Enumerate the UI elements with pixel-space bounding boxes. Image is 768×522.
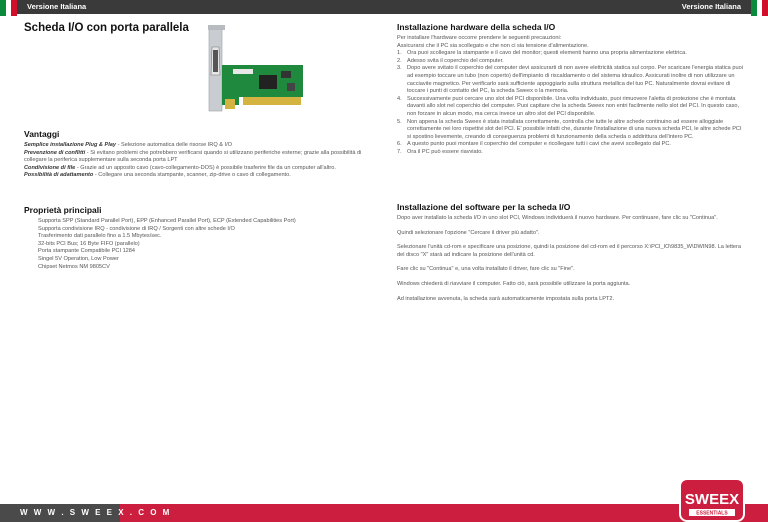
hardware-intro: Assicurarsi che il PC sia scollegato e che non ci sia tensione d'alimentazione. bbox=[397, 42, 589, 49]
left-column bbox=[24, 22, 369, 270]
software-paragraph: Fare clic su "Continua" e, una volta installato il driver, fare clic su "Fine". bbox=[397, 266, 575, 273]
hardware-step: 7. Ora il PC può essere riavviato. bbox=[397, 148, 483, 155]
proprieta-line: Singel 5V Operation, Low Power bbox=[38, 255, 119, 262]
hardware-step: 4. Successivamente puoi cercare uno slot del PCI disponibile. Una volta individuato, puoi rimuovere l'aletta di protezione che è montata davanti allo slot nel coperchio del computer. Puoi capitare che la scheda Sweex non entri facilmente nello slot del PCI. In questo caso, non forzare in alcun modo, ma cerca invece un altro slot del PCI disponibile. bbox=[397, 95, 740, 117]
hardware-heading: Installazione hardware della scheda I/O bbox=[397, 22, 556, 32]
vantaggi-item: Condivisione di file - Grazie ad un apposito cavo (cavo-collegamento-DOS) è possibile trasferire file da un computer all'altro. bbox=[24, 164, 336, 171]
proprieta-line: Supporta condivisione IRQ - condivisione di IRQ / Sorgenti con altre schede I/O bbox=[38, 225, 235, 232]
vantaggi-list bbox=[24, 142, 369, 180]
software-paragraph: Windows chiederà di riavviare il computer. Fatto ciò, sarà possibile utilizzare la porta aggiunta. bbox=[397, 280, 631, 287]
italian-flag-icon bbox=[0, 0, 17, 16]
hardware-step: 2. Adesso svita il coperchio del computer. bbox=[397, 57, 504, 64]
proprieta-line: Supporta SPP (Standard Parallel Port), EPP (Enhanced Parallel Port), ECP (Extended Capabilities Port) bbox=[38, 218, 296, 224]
proprieta-line: Porta stampante Compatibile PCI 1284 bbox=[38, 248, 136, 255]
hardware-step: 1. Ora puoi scollegare la stampante e il cavo del monitor; questi elementi hanno una propria alimentazione elettrica. bbox=[397, 50, 687, 57]
hardware-step: 3. Dopo avere svitato il coperchio del computer devi assicurarti di non avere elettricità statica sul corpo. Per scaricare l'energia statica puoi ad esempio toccare un tubo (non coperto) dell'impianto di riscaldamento o del sistema idraulico. Assicurati inoltre di non utilizzare un cacciavite magnetico. Per verificarlo sarà sufficiente appoggiarlo sulla struttura metallica del tuo PC. Naturalmente dovrai evitare di toccare i punti di contatto del PC, la scheda Sweex o la memoria. bbox=[397, 65, 743, 95]
right-column bbox=[397, 22, 747, 302]
language-label: Versione Italiana bbox=[681, 2, 741, 11]
sweex-logo bbox=[679, 478, 745, 522]
hardware-steps bbox=[397, 50, 747, 156]
proprieta-line: Trasferimento dati parallelo fino a 1.5 Mbytes/sec. bbox=[38, 233, 162, 240]
software-paragraph: Selezionare l'unità cd-rom e specificare una posizione, quindi la posizione del cd-rom ed il percorso X:\PCI_IO\9835_W\DWIN98. La lettera del disco "X" starà ad indicare la posizione dell'unità cd. bbox=[397, 244, 742, 258]
software-section bbox=[397, 215, 747, 303]
software-paragraph: Dopo aver installato la scheda I/O in uno slot PCI, Windows individuerà il nuovo hardware. Per continuare, fare clic su "Continua". bbox=[397, 215, 718, 221]
italian-flag-icon bbox=[751, 0, 768, 16]
proprieta-line: Chipset Netmos NM 9805CV bbox=[38, 263, 110, 270]
hardware-step: 5. Non appena la scheda Sweex è stata installata correttamente, controlla che tutte le altre schede continuino ad essere alloggiate correttamente nei loro rispettivi slot del PCI. E' possibile infatti che, durante l'installazione di una nuova scheda PCI, le altre schede PCI si spostino lievemente, creando di conseguenza problemi di funzionamento della scheda o addirittura dell'intero PC. bbox=[397, 118, 742, 140]
logo-text: SWEEX bbox=[684, 491, 740, 508]
hardware-section bbox=[397, 35, 747, 157]
software-heading: Installazione del software per la scheda I/O bbox=[397, 202, 571, 212]
hardware-intro: Per installare l'hardware occorre prendere le seguenti precauzioni: bbox=[397, 35, 562, 41]
page-title: Scheda I/O con porta parallela bbox=[24, 22, 189, 34]
software-paragraph: Ad installazione avvenuta, la scheda sarà automaticamente impostata sulla porta LPT2. bbox=[397, 295, 615, 302]
vantaggi-item: Possibilità di adattamento - Collegare una seconda stampante, scanner, zip-drive o cavo di collegamento. bbox=[24, 172, 291, 179]
proprieta-list bbox=[24, 218, 369, 271]
vantaggi-heading: Vantaggi bbox=[24, 129, 60, 139]
pci-card-image bbox=[203, 25, 313, 117]
proprieta-heading: Proprietà principali bbox=[24, 205, 102, 215]
logo-subtext: ESSENTIALS bbox=[696, 510, 728, 517]
vantaggi-item: Semplice installazione Plug & Play - Selezione automatica delle risorse IRQ & I/O bbox=[24, 142, 232, 148]
software-paragraph: Quindi selezionare l'opzione "Cercare il driver più adatto". bbox=[397, 229, 540, 236]
proprieta-line: 32-bits PCI Bus; 16 Byte FIFO (parallelo) bbox=[38, 240, 140, 247]
language-label: Versione Italiana bbox=[27, 2, 87, 11]
vantaggi-item: Prevenzione di conflitti - Si evitano problemi che potrebbero verificarsi quando si utilizzano periferiche esterne; grazie alla possibilità di collegare la periferica supplementare sulla seconda porta LPT bbox=[24, 149, 362, 164]
website-url[interactable]: W W W . S W E E X . C O M bbox=[20, 508, 172, 517]
hardware-step: 6. A questo punto puoi montare il coperchio del computer e ricollegare tutti i cavi che avevi scollegato dal PC. bbox=[397, 141, 671, 148]
footer-bar-right bbox=[120, 504, 768, 522]
